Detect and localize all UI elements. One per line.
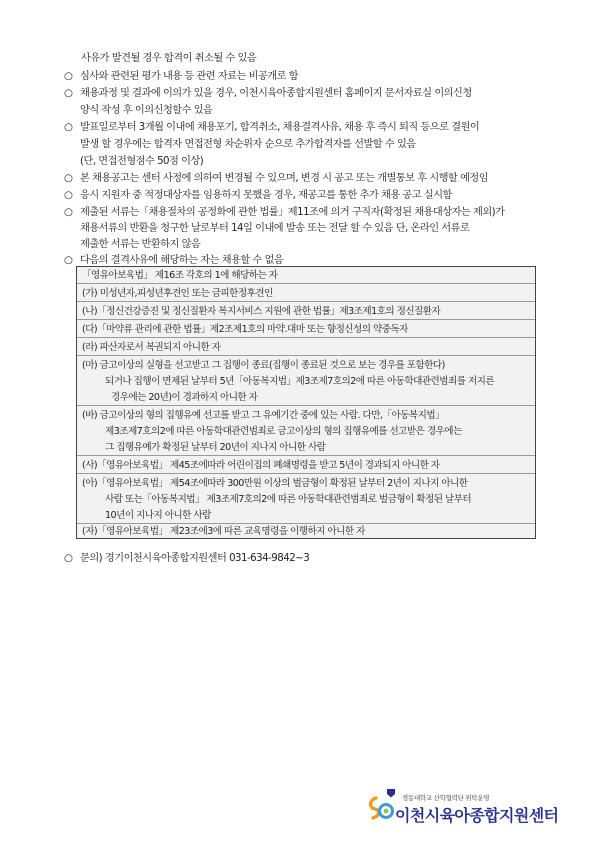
line-text: 채용서류의 반환을 청구한 날로부터 14일 이내에 발송 또는 전달 할 수 있음 단, 온라인 서류로 (80, 223, 470, 234)
box-item-continued: 되거나 집행이 면제된 날부터 5년「아동복지법」제3조제7호의2에 따른 아동학대관련범죄를 저지른 (105, 376, 495, 387)
university-emblem-icon (385, 787, 397, 799)
line-text: (단, 면접전형점수 50점 이상) (80, 156, 204, 167)
text-line (80, 238, 200, 252)
bullet-line (64, 87, 472, 101)
divider (77, 473, 535, 474)
circle-bullet-icon: ○ (64, 88, 73, 99)
box-item: (자)「영유아보육법」 제23조에3에 따른 교육명령을 이행하지 아니한 자 (82, 526, 365, 537)
line-text: 본 채용공고는 센터 사정에 의하여 변경될 수 있으며, 변경 시 공고 또는 개별통보 후 시행할 예정임 (80, 173, 489, 184)
line-text: 응시 지원자 중 적정대상자를 임용하지 못했을 경우, 재공고를 통한 추가 채용 공고 실시함 (80, 190, 452, 201)
box-item: (사)「영유아보육법」 제45조에따라 어린이집의 폐쇄명령을 받고 5년이 경과되지 아니한 자 (82, 460, 440, 471)
box-item: (가) 미성년자,피성년후견인 또는 금피한정후견인 (82, 288, 273, 299)
line-text: 심사와 관련된 평가 내용 등 관련 자료는 비공개로 함 (80, 71, 299, 82)
divider (77, 355, 535, 356)
contact-text: 문의) 경기이천시육아종합지원센터 031-634-9842~3 (80, 553, 310, 564)
bullet-line (64, 189, 452, 203)
box-item: (다)「마약류 관리에 관한 법률」제2조제1호의 마약.대마 또는 향정신성의 약중독자 (82, 324, 408, 335)
disqualification-box (76, 266, 536, 539)
box-item: (라) 파산자로서 복권되지 아니한 자 (82, 342, 221, 353)
line-text: 제출한 서류는 반환하지 않음 (80, 239, 201, 250)
text-line (81, 52, 256, 66)
bullet-line (64, 121, 479, 135)
text-line (80, 138, 416, 152)
divider (77, 455, 535, 456)
line-text: 양식 작성 후 이의신청할수 있음 (80, 105, 213, 116)
line-text: 다음의 결격사유에 해당하는 자는 채용할 수 없음 (80, 255, 284, 266)
box-item-continued: 10년이 지나지 아니한 사람 (105, 510, 211, 521)
text-line (80, 222, 469, 236)
divider (77, 319, 535, 320)
divider (77, 301, 535, 302)
bullet-line (64, 206, 505, 220)
circle-bullet-icon: ○ (64, 190, 73, 201)
line-text: 채용과정 및 결과에 이의가 있을 경우, 이천시육아종합지원센터 홈페이지 문서자료실 이의신청 (80, 88, 472, 99)
bullet-line (64, 70, 298, 84)
line-text: 사유가 발견될 경우 합격이 취소될 수 있음 (81, 53, 257, 64)
contact-line (64, 552, 309, 566)
divider (77, 405, 535, 406)
line-text: 제출된 서류는「채용절차의 공정화에 관한 법률」제11조에 의거 구직자(확정된 채용대상자는 제외)가 (80, 207, 505, 218)
box-item: (마) 금고이상의 실형을 선고받고 그 집행이 종료(집행이 종료된 것으로 보는 경우를 포함한다) (82, 360, 445, 371)
bullet-line (64, 172, 488, 186)
circle-bullet-icon: ○ (64, 207, 73, 218)
box-item: (나)「정신건강증진 및 정신질환자 복지서비스 지원에 관한 법률」제3조제1호의 정신질환자 (82, 306, 441, 317)
box-item-continued: 경우에는 20년)이 경과하지 아니한 자 (111, 392, 258, 403)
divider (77, 523, 535, 524)
box-item-continued: 사람 또는「아동복지법」 제3조제7호의2에 따른 아동학대관련범죄로 벌금형이 확정된 날부터 (105, 494, 472, 505)
circle-bullet-icon: ○ (64, 255, 73, 266)
divider (77, 337, 535, 338)
box-header: 「영유아보육법」 제16조 각호의 1에 해당하는 자 (82, 270, 278, 281)
box-item: (아)「영유아보육법」 제54조에따라 300만원 이상의 벌금형이 확정된 날부터 2년이 지나지 아니한 (82, 478, 468, 489)
circle-bullet-icon: ○ (64, 173, 73, 184)
box-item-continued: 제3조제7호의2에 따른 아동학대관련범죄로 금고이상의 형의 집행유예를 선고받은 경우에는 (105, 426, 462, 437)
footer-center-name: 이천시육아종합지원센터 (395, 806, 559, 825)
circle-bullet-icon: ○ (64, 71, 73, 82)
circle-bullet-icon: ○ (64, 553, 73, 564)
text-line (80, 155, 203, 169)
line-text: 발생 할 경우에는 합격자 면접전형 차순위자 순으로 추가합격자를 선발할 수 있음 (80, 139, 416, 150)
box-item: (바) 금고이상의 형의 집행유예 선고를 받고 그 유예기간 중에 있는 사람. 다만,「아동복지법」 (82, 410, 445, 421)
box-item-continued: 그 집행유예가 확정된 날부터 20년이 지나지 아니한 사람 (105, 442, 326, 453)
footer-subtitle: 경동대학교 산학협력단 위탁운영 (402, 794, 490, 802)
divider (77, 283, 535, 284)
circle-bullet-icon: ○ (64, 122, 73, 133)
line-text: 발표일로부터 3개월 이내에 채용포기, 합격취소, 채용결격사유, 채용 후 즉시 퇴직 등으로 결원이 (80, 122, 480, 133)
text-line (80, 104, 212, 118)
